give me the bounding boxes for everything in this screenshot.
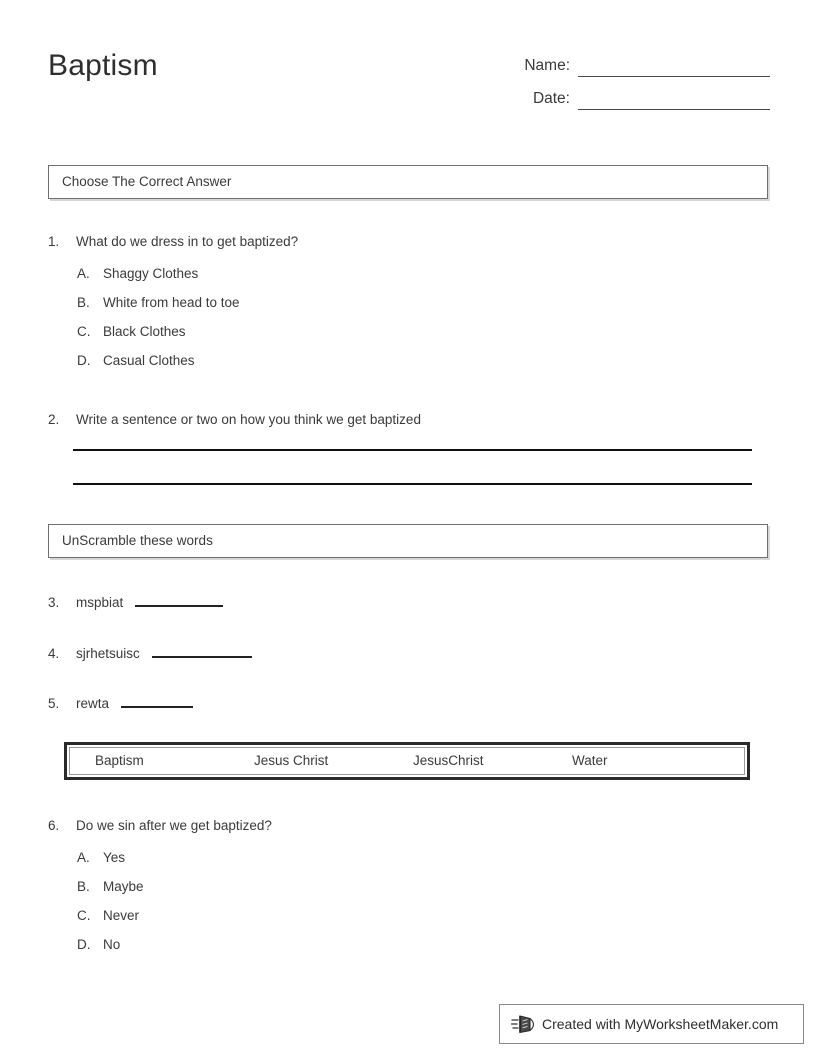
question-6-text: Do we sin after we get baptized? xyxy=(76,818,272,833)
question-2-answer-area[interactable] xyxy=(73,449,752,485)
scramble-item-5-blank[interactable] xyxy=(121,691,193,708)
question-1-head xyxy=(48,232,768,252)
option-1a[interactable] xyxy=(77,264,768,293)
option-1d-label: Casual Clothes xyxy=(103,353,195,368)
scramble-item-4-word: sjrhetsuisc xyxy=(76,646,140,661)
word-bank-item-4[interactable]: Water xyxy=(572,753,608,768)
option-6b-label: Maybe xyxy=(103,879,144,894)
question-2-number: 2. xyxy=(48,412,60,427)
option-6d-label: No xyxy=(103,937,121,952)
question-6-head xyxy=(48,816,768,836)
name-row xyxy=(440,44,770,77)
scramble-item-3 xyxy=(48,590,223,613)
option-6b-letter: B. xyxy=(77,879,90,894)
option-1a-label: Shaggy Clothes xyxy=(103,266,199,281)
option-6d-letter: D. xyxy=(77,937,91,952)
option-1b-label: White from head to toe xyxy=(103,295,240,310)
question-1-options xyxy=(48,264,768,380)
option-1c[interactable] xyxy=(77,322,768,351)
question-1-text: What do we dress in to get baptized? xyxy=(76,234,299,249)
option-6a-label: Yes xyxy=(103,850,126,865)
option-1d[interactable] xyxy=(77,351,768,380)
scramble-item-4-number: 4. xyxy=(48,646,60,661)
date-row xyxy=(440,77,770,110)
word-bank-item-1[interactable]: Baptism xyxy=(95,753,144,768)
date-input-line[interactable] xyxy=(578,88,770,110)
question-1-number: 1. xyxy=(48,234,60,249)
scramble-item-5 xyxy=(48,691,193,714)
option-1c-letter: C. xyxy=(77,324,91,339)
question-2-head xyxy=(48,410,768,430)
section-header-label: UnScramble these words xyxy=(62,533,213,548)
word-bank-item-3[interactable]: JesusChrist xyxy=(413,753,484,768)
option-6a[interactable] xyxy=(77,848,768,877)
question-2-text: Write a sentence or two on how you think we get baptized xyxy=(76,412,421,427)
option-1c-label: Black Clothes xyxy=(103,324,186,339)
footer-attribution-text: Created with MyWorksheetMaker.com xyxy=(542,1016,779,1032)
word-bank-inner xyxy=(69,747,745,775)
word-bank xyxy=(64,742,750,780)
footer-attribution-badge[interactable] xyxy=(499,1004,804,1044)
scramble-item-4 xyxy=(48,641,252,664)
question-6-options xyxy=(48,848,768,964)
section-header-label: Choose The Correct Answer xyxy=(62,174,232,189)
scramble-item-3-word: mspbiat xyxy=(76,595,124,610)
option-1b[interactable] xyxy=(77,293,768,322)
question-6-number: 6. xyxy=(48,818,60,833)
option-6d[interactable] xyxy=(77,935,768,964)
option-6c-label: Never xyxy=(103,908,140,923)
scramble-item-5-word: rewta xyxy=(76,696,110,711)
section-header-unscramble xyxy=(48,524,768,558)
option-6c-letter: C. xyxy=(77,908,91,923)
option-1a-letter: A. xyxy=(77,266,90,281)
scramble-item-3-number: 3. xyxy=(48,595,60,610)
question-1 xyxy=(48,232,768,380)
option-6c[interactable] xyxy=(77,906,768,935)
option-6a-letter: A. xyxy=(77,850,90,865)
name-label: Name: xyxy=(524,57,570,74)
name-date-block xyxy=(440,44,770,110)
scramble-item-5-number: 5. xyxy=(48,696,60,711)
scramble-item-3-blank[interactable] xyxy=(135,590,223,607)
scramble-item-4-blank[interactable] xyxy=(152,641,252,658)
worksheet-maker-logo-icon xyxy=(511,1013,537,1035)
question-2 xyxy=(48,410,768,430)
date-label: Date: xyxy=(532,90,570,107)
option-1b-letter: B. xyxy=(77,295,90,310)
option-6b[interactable] xyxy=(77,877,768,906)
question-6 xyxy=(48,816,768,964)
answer-rule-line-1[interactable] xyxy=(73,449,752,451)
name-input-line[interactable] xyxy=(578,55,770,77)
answer-rule-line-2[interactable] xyxy=(73,483,752,485)
option-1d-letter: D. xyxy=(77,353,91,368)
word-bank-item-2[interactable]: Jesus Christ xyxy=(254,753,329,768)
page-title: Baptism xyxy=(48,49,158,82)
section-header-choose-correct-answer xyxy=(48,165,768,199)
